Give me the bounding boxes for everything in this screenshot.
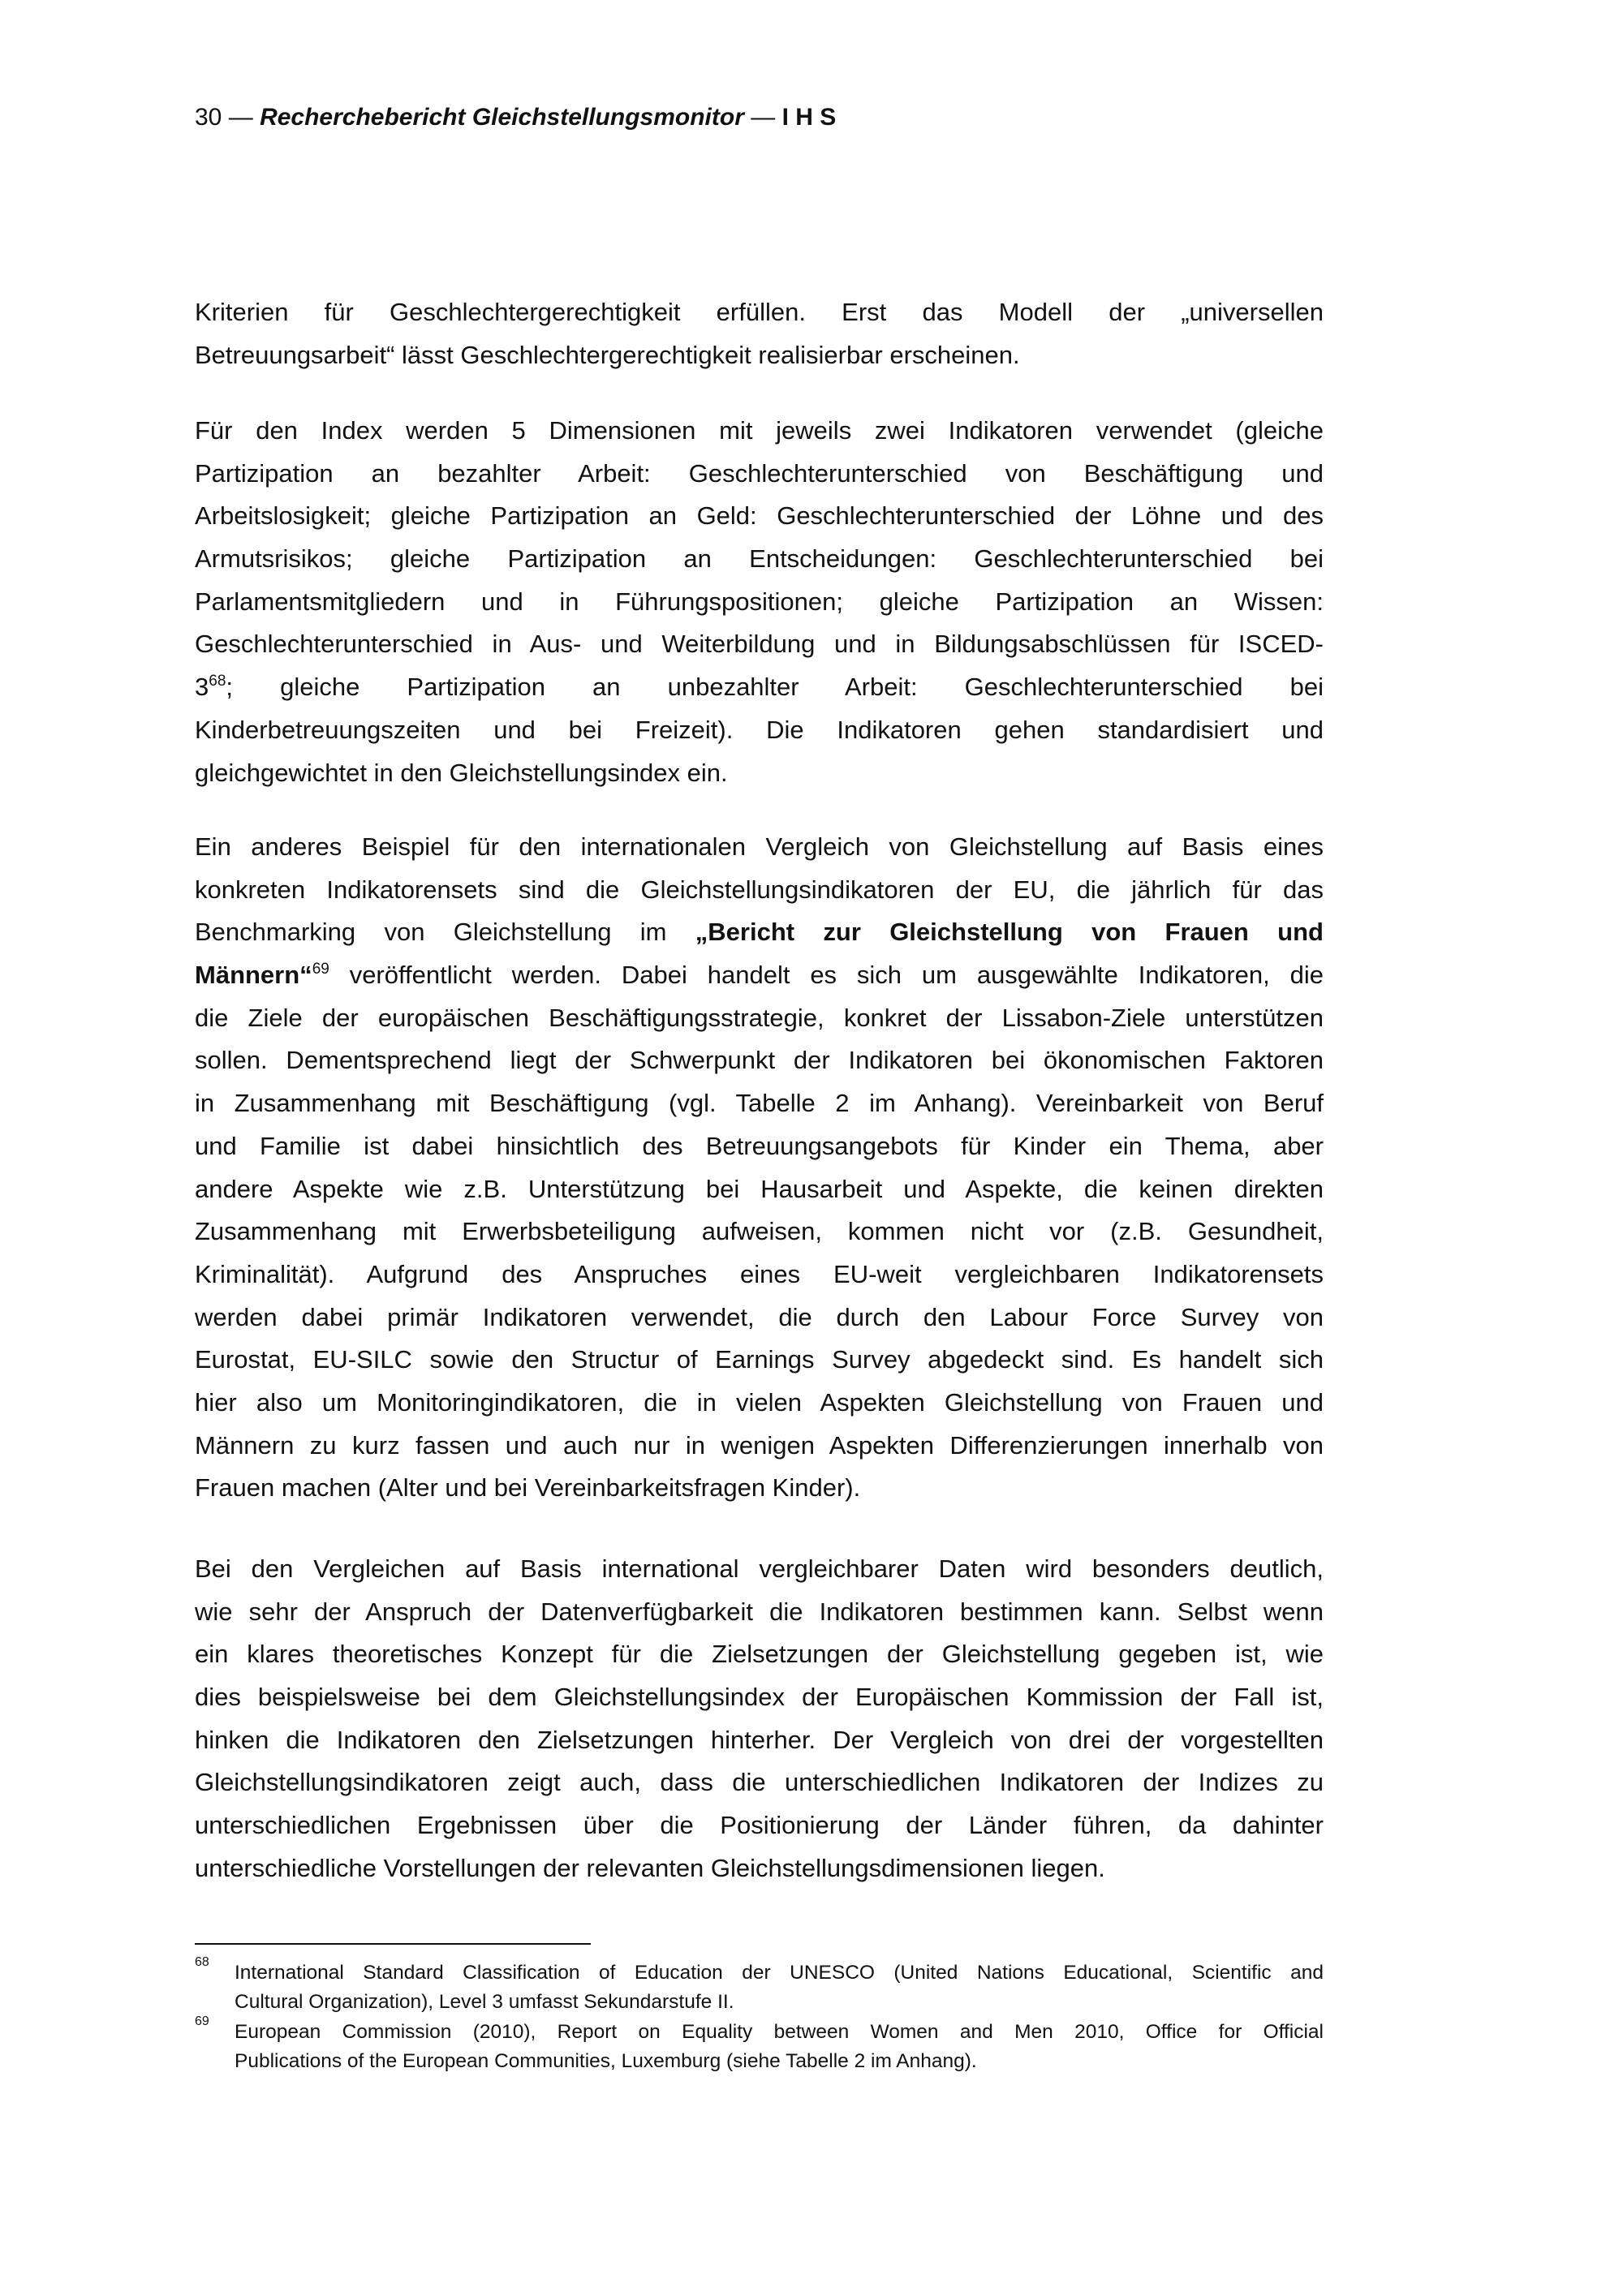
footnote-text — [235, 2018, 1324, 2077]
text-segment: andere Aspekte wie z.B. Unterstützung bei Hausarbeit und Aspekte, die keinen direkten — [195, 1174, 1324, 1203]
text-segment: Partizipation an bezahlter Arbeit: Geschlechterunterschied von Beschäftigung und — [195, 458, 1324, 488]
footnote-line: European Commission (2010), Report on Equality between Women and Men 2010, Office for Official — [235, 2021, 1324, 2043]
text-line — [195, 869, 1324, 912]
text-line — [195, 1804, 1324, 1847]
footnote-reference: 69 — [312, 961, 329, 978]
text-line — [195, 623, 1324, 666]
text-line — [195, 538, 1324, 581]
text-line — [195, 954, 1324, 997]
text-segment: Kriminalität). Aufgrund des Anspruches eines EU-weit vergleichbaren Indikatorensets — [195, 1259, 1324, 1288]
footnote-number: 69 — [195, 2014, 209, 2028]
text-segment: Kriterien für Geschlechtergerechtigkeit erfüllen. Erst das Modell der „universellen — [195, 298, 1324, 326]
text-segment: Kinderbetreuungszeiten und bei Freizeit). Die Indikatoren gehen standardisiert und — [195, 715, 1324, 744]
text-line — [195, 1548, 1324, 1591]
text-line — [195, 1210, 1324, 1253]
text-segment: Parlamentsmitgliedern und in Führungspositionen; gleiche Partizipation an Wissen: — [195, 587, 1324, 616]
text-line — [195, 1039, 1324, 1082]
text-segment: und Familie ist dabei hinsichtlich des Betreuungsangebots für Kinder ein Thema, aber — [195, 1131, 1324, 1160]
organization-name: I H S — [781, 104, 837, 131]
text-segment: werden dabei primär Indikatoren verwendet, die durch den Labour Force Survey von — [195, 1302, 1324, 1331]
text-line — [195, 1382, 1324, 1425]
footnote-line: International Standard Classification of Education der UNESCO (United Nations Educational, Scientific and — [235, 1962, 1324, 1984]
paragraph-2 — [195, 410, 1324, 794]
text-line — [195, 495, 1324, 538]
text-line — [195, 581, 1324, 624]
text-line — [195, 291, 1324, 334]
text-segment: Benchmarking von Gleichstellung im — [195, 918, 695, 947]
text-segment: Geschlechterunterschied in Aus- und Weiterbildung und in Bildungsabschlüssen für ISCED- — [195, 630, 1324, 659]
footnote-number: 68 — [195, 1955, 209, 1969]
text-line — [195, 410, 1324, 453]
bold-citation: „Bericht zur Gleichstellung von Frauen und — [695, 918, 1324, 947]
paragraph-3 — [195, 826, 1324, 1510]
text-line — [195, 826, 1324, 869]
text-segment: Eurostat, EU-SILC sowie den Structur of Earnings Survey abgedeckt sind. Es handelt sich — [195, 1345, 1324, 1374]
text-line — [195, 752, 1324, 795]
text-segment: unterschiedlichen Ergebnissen über die Positionierung der Länder führen, da dahinter — [195, 1811, 1324, 1840]
text-segment: sollen. Dementsprechend liegt der Schwerpunkt der Indikatoren bei ökonomischen Faktoren — [195, 1046, 1324, 1075]
footnote-line: Publications of the European Communities, Luxemburg (siehe Tabelle 2 im Anhang). — [235, 2050, 977, 2073]
text-segment: Männern zu kurz fassen und auch nur in wenigen Aspekten Differenzierungen innerhalb von — [195, 1430, 1324, 1460]
text-line — [195, 1168, 1324, 1211]
text-line — [195, 1082, 1324, 1125]
text-line — [195, 1467, 1324, 1510]
text-line — [195, 1676, 1324, 1719]
footnote-68 — [195, 1955, 1324, 2018]
text-line — [195, 1425, 1324, 1468]
header-dash: — — [228, 104, 253, 131]
footnote-69 — [195, 2014, 1324, 2077]
text-segment: Zusammenhang mit Erwerbsbeteiligung aufweisen, kommen nicht vor (z.B. Gesundheit, — [195, 1217, 1324, 1246]
text-segment: unterschiedliche Vorstellungen der relevanten Gleichstellungsdimensionen liegen. — [195, 1853, 1105, 1882]
text-line — [195, 1125, 1324, 1168]
text-segment: Für den Index werden 5 Dimensionen mit jeweils zwei Indikatoren verwendet (gleiche — [195, 416, 1324, 445]
text-line — [195, 1591, 1324, 1634]
text-segment: Arbeitslosigkeit; gleiche Partizipation an Geld: Geschlechterunterschied der Löhne und des — [195, 501, 1324, 531]
text-segment: Gleichstellungsindikatoren zeigt auch, dass die unterschiedlichen Indikatoren der Indizes zu — [195, 1768, 1324, 1797]
bold-citation: Männern“ — [195, 961, 312, 990]
footnote-text — [235, 1958, 1324, 2018]
text-segment: wie sehr der Anspruch der Datenverfügbarkeit die Indikatoren bestimmen kann. Selbst wenn — [195, 1597, 1324, 1626]
running-header — [195, 101, 836, 135]
footnote-reference: 68 — [209, 673, 226, 690]
footnote-separator — [195, 1943, 591, 1945]
text-line — [195, 997, 1324, 1040]
text-line — [195, 911, 1324, 954]
text-line — [195, 1253, 1324, 1296]
text-segment: hinken die Indikatoren den Zielsetzungen hinterher. Der Vergleich von drei der vorgestellten — [195, 1725, 1324, 1754]
text-segment: hier also um Monitoringindikatoren, die in vielen Aspekten Gleichstellung von Frauen und — [195, 1387, 1324, 1417]
text-segment: Ein anderes Beispiel für den internationalen Vergleich von Gleichstellung auf Basis eines — [195, 832, 1324, 861]
footnote-line: Cultural Organization), Level 3 umfasst Sekundarstufe II. — [235, 1991, 734, 2014]
text-segment: 3 — [195, 673, 209, 702]
text-segment: Bei den Vergleichen auf Basis international vergleichbarer Daten wird besonders deutlich, — [195, 1554, 1324, 1583]
text-line — [195, 453, 1324, 496]
paragraph-1 — [195, 291, 1324, 376]
text-segment: Armutsrisikos; gleiche Partizipation an Entscheidungen: Geschlechterunterschied bei — [195, 544, 1324, 574]
text-line — [195, 334, 1324, 377]
text-line — [195, 666, 1324, 709]
page-number: 30 — [195, 104, 222, 131]
text-line — [195, 1761, 1324, 1804]
text-line — [195, 1339, 1324, 1382]
text-line — [195, 1847, 1324, 1890]
text-line — [195, 1633, 1324, 1676]
header-dash: — — [751, 104, 776, 131]
text-segment: gleichgewichtet in den Gleichstellungsindex ein. — [195, 758, 728, 787]
paragraph-4 — [195, 1548, 1324, 1890]
text-segment: dies beispielsweise bei dem Gleichstellungsindex der Europäischen Kommission der Fall ist, — [195, 1683, 1324, 1712]
text-segment: die Ziele der europäischen Beschäftigungsstrategie, konkret der Lissabon-Ziele unterstützen — [195, 1003, 1324, 1032]
text-segment: konkreten Indikatorensets sind die Gleichstellungsindikatoren der EU, die jährlich für das — [195, 875, 1324, 904]
text-segment: Betreuungsarbeit“ lässt Geschlechtergerechtigkeit realisierbar erscheinen. — [195, 340, 1020, 369]
text-segment: veröffentlicht werden. Dabei handelt es sich um ausgewählte Indikatoren, die — [329, 961, 1324, 990]
text-line — [195, 1296, 1324, 1339]
text-line — [195, 709, 1324, 752]
text-segment: ein klares theoretisches Konzept für die Zielsetzungen der Gleichstellung gegeben ist, wie — [195, 1640, 1324, 1669]
text-segment: in Zusammenhang mit Beschäftigung (vgl. Tabelle 2 im Anhang). Vereinbarkeit von Beruf — [195, 1089, 1324, 1118]
text-segment: ; gleiche Partizipation an unbezahlter Arbeit: Geschlechterunterschied bei — [226, 673, 1324, 702]
document-title: Recherchebericht Gleichstellungsmonitor — [260, 104, 744, 131]
text-segment: Frauen machen (Alter und bei Vereinbarkeitsfragen Kinder). — [195, 1473, 861, 1503]
text-line — [195, 1719, 1324, 1762]
